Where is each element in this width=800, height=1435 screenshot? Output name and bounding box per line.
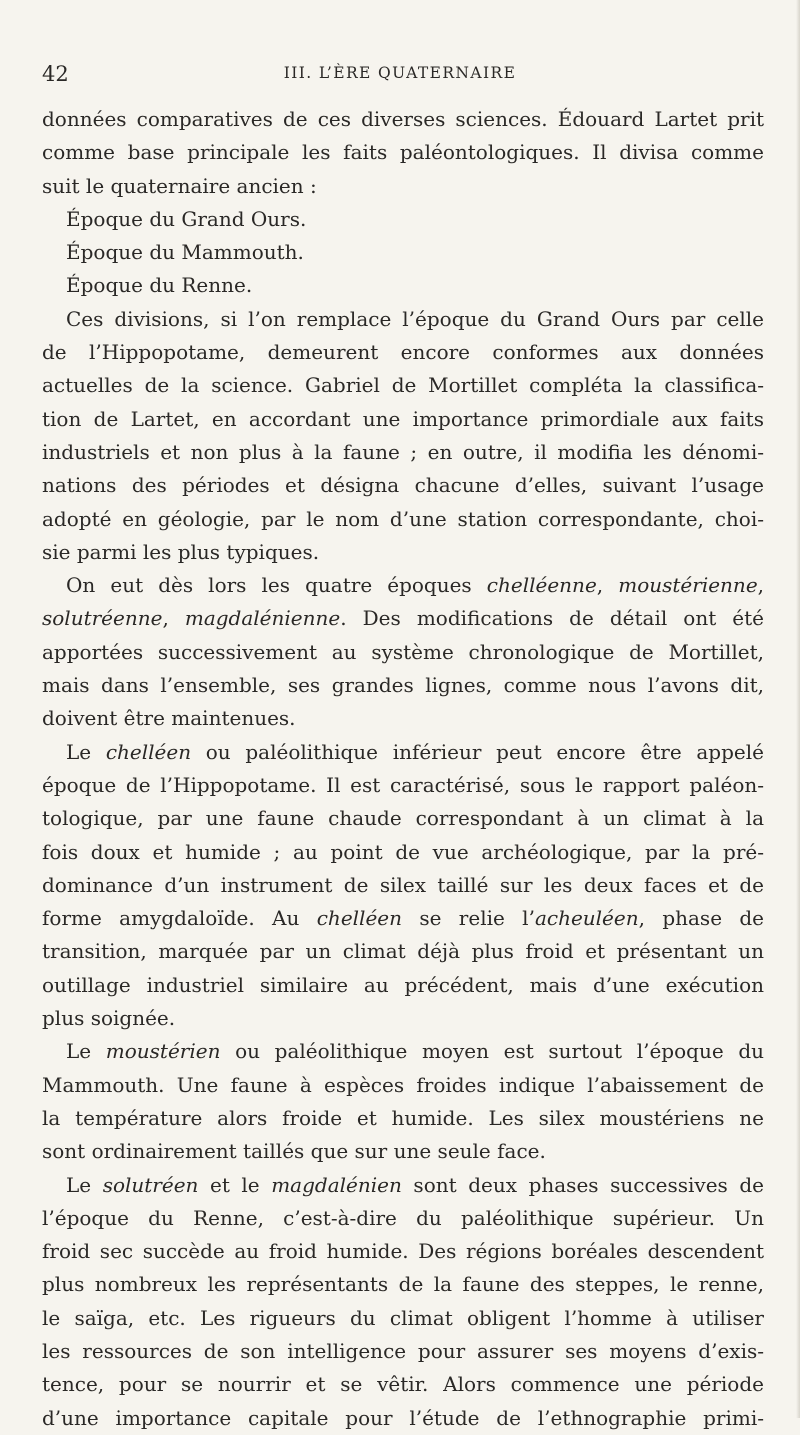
italic-term: solutréenne <box>42 606 163 631</box>
running-head <box>42 62 758 92</box>
text-segment: Époque du Grand Ours. <box>66 206 307 231</box>
text-segment: nations des périodes et désigna chacune d’elles, suivant l’usage <box>42 473 764 498</box>
text-segment: tence, pour se nourrir et se vêtir. Alors commence une période <box>42 1372 764 1397</box>
text-segment: sont ordinairement taillés que sur une seule face. <box>42 1139 546 1164</box>
text-line <box>42 636 764 669</box>
text-line <box>42 1002 764 1035</box>
text-segment: suit le quaternaire ancien : <box>42 173 317 198</box>
text-line <box>42 1202 764 1235</box>
text-segment: Ces divisions, si l’on remplace l’époque du Grand Ours par celle <box>66 306 764 331</box>
text-segment: sont deux phases successives de <box>401 1172 765 1197</box>
text-segment: doivent être maintenues. <box>42 706 296 731</box>
text-segment: les ressources de son intelligence pour assurer ses moyens d’exis- <box>42 1338 764 1363</box>
text-line <box>42 1169 764 1202</box>
italic-term: acheuléen <box>534 906 639 931</box>
italic-term: chelléen <box>105 739 192 764</box>
text-line <box>42 1268 764 1301</box>
body-text <box>42 103 764 1435</box>
italic-term: solutréen <box>102 1172 199 1197</box>
text-line <box>42 369 764 402</box>
text-segment: tologique, par une faune chaude correspondant à un climat à la <box>42 806 764 831</box>
text-line <box>42 503 764 536</box>
page-edge-shadow <box>796 0 800 1418</box>
text-segment: Mammouth. Une faune à espèces froides indique l’abaissement de <box>42 1072 764 1097</box>
text-segment: ou paléolithique moyen est surtout l’époque du <box>220 1039 764 1064</box>
text-line <box>42 569 764 602</box>
italic-term: magdalénien <box>271 1172 402 1197</box>
text-segment: tion de Lartet, en accordant une importance primordiale aux faits <box>42 406 764 431</box>
text-segment: Époque du Mammouth. <box>66 240 304 265</box>
text-segment: époque de l’Hippopotame. Il est caractérisé, sous le rapport paléon- <box>42 772 764 797</box>
italic-term: magdalénienne <box>184 606 341 631</box>
text-segment: Le <box>66 1039 106 1064</box>
text-segment: de l’Hippopotame, demeurent encore conformes aux données <box>42 340 764 365</box>
text-line <box>42 1069 764 1102</box>
text-segment: outillage industriel similaire au précédent, mais d’une exécution <box>42 972 764 997</box>
text-segment: sie parmi les plus typiques. <box>42 539 320 564</box>
text-line <box>42 336 764 369</box>
epoch-list-item <box>42 236 764 269</box>
italic-term: moustérienne <box>618 573 758 598</box>
text-segment: fois doux et humide ; au point de vue archéologique, par la pré- <box>42 839 764 864</box>
text-segment: se relie l’ <box>402 906 535 931</box>
chapter-title: III. L’ÈRE QUATERNAIRE <box>283 64 517 82</box>
text-segment: . Des modifications de détail ont été <box>340 606 764 631</box>
text-segment: Le <box>66 1172 103 1197</box>
text-segment: données comparatives de ces diverses sciences. Édouard Lartet prit <box>42 107 764 131</box>
text-line <box>42 902 764 935</box>
text-segment: On eut dès lors les quatre époques <box>66 573 487 598</box>
text-line <box>42 736 764 769</box>
text-segment: plus nombreux les représentants de la faune des steppes, le renne, <box>42 1272 764 1297</box>
text-segment: , <box>757 573 765 598</box>
text-line <box>42 1402 764 1435</box>
text-line <box>42 103 764 136</box>
text-line <box>42 1035 764 1068</box>
text-line <box>42 669 764 702</box>
italic-term: chelléenne <box>486 573 597 598</box>
text-line <box>42 836 764 869</box>
text-line <box>42 469 764 502</box>
text-segment: ou paléolithique inférieur peut encore être appelé <box>191 739 764 764</box>
text-segment: mais dans l’ensemble, ses grandes lignes, comme nous l’avons dit, <box>42 673 764 698</box>
text-line <box>42 303 764 336</box>
text-line <box>42 602 764 635</box>
italic-term: moustérien <box>105 1039 221 1064</box>
text-segment: , <box>596 573 619 598</box>
text-segment: plus soignée. <box>42 1006 176 1031</box>
text-line <box>42 1302 764 1335</box>
text-segment: le saïga, etc. Les rigueurs du climat obligent l’homme à utiliser <box>42 1305 764 1330</box>
text-line <box>42 403 764 436</box>
text-line <box>42 802 764 835</box>
page-number: 42 <box>42 62 69 86</box>
text-line <box>42 536 764 569</box>
text-line <box>42 1135 764 1168</box>
text-segment: apportées successivement au système chronologique de Mortillet, <box>42 639 764 664</box>
text-segment: industriels et non plus à la faune ; en outre, il modifia les dénomi- <box>42 439 764 464</box>
text-segment: d’une importance capitale pour l’étude de l’ethnographie primi- <box>42 1405 764 1430</box>
text-line <box>42 136 764 169</box>
text-segment: forme amygdaloïde. Au <box>42 906 317 931</box>
text-segment: , <box>162 606 185 631</box>
italic-term: chelléen <box>316 906 402 931</box>
text-line <box>42 436 764 469</box>
text-segment: , phase de <box>638 906 765 931</box>
text-line <box>42 935 764 968</box>
text-line <box>42 869 764 902</box>
text-line <box>42 769 764 802</box>
text-line <box>42 969 764 1002</box>
text-segment: et le <box>198 1172 272 1197</box>
text-line <box>42 170 764 203</box>
epoch-list-item <box>42 203 764 236</box>
text-line <box>42 1368 764 1401</box>
text-segment: la température alors froide et humide. Les silex moustériens ne <box>42 1105 764 1130</box>
text-segment: dominance d’un instrument de silex taillé sur les deux faces et de <box>42 872 764 897</box>
text-segment: actuelles de la science. Gabriel de Mortillet compléta la classifica- <box>42 373 764 398</box>
text-line <box>42 702 764 735</box>
text-line <box>42 1235 764 1268</box>
text-segment: Le <box>66 739 106 764</box>
epoch-list-item <box>42 269 764 302</box>
text-segment: froid sec succède au froid humide. Des régions boréales descendent <box>42 1239 764 1264</box>
text-segment: Époque du Renne. <box>66 273 253 298</box>
text-line <box>42 1335 764 1368</box>
text-segment: l’époque du Renne, c’est-à-dire du paléolithique supérieur. Un <box>42 1205 764 1230</box>
text-segment: transition, marquée par un climat déjà plus froid et présentant un <box>42 939 764 964</box>
text-segment: comme base principale les faits paléontologiques. Il divisa comme <box>42 140 764 165</box>
text-segment: adopté en géologie, par le nom d’une station correspondante, choi- <box>42 506 764 531</box>
text-line <box>42 1102 764 1135</box>
